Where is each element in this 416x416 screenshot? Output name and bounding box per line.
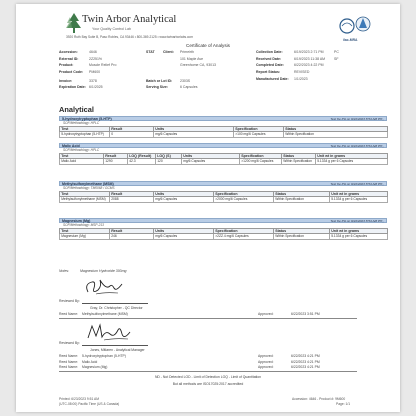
analyte-section-5htp bbox=[59, 116, 387, 138]
company-tagline: Your Quality Control Lab bbox=[92, 27, 132, 31]
info-row: Product: Muscle Relief Pro bbox=[59, 63, 117, 68]
sample-info-right bbox=[256, 49, 339, 82]
results-table bbox=[59, 228, 388, 240]
analyte-test-meta: Test Ke PU on 6/22/2023 8:54 AM PH,, bbox=[330, 218, 384, 223]
analyte-method: SOP/Methodology: MSP-213 bbox=[63, 223, 104, 228]
analyte-test-meta: Test Ke PU on 6/22/2023 8:54 AM PH,, bbox=[330, 181, 384, 186]
analyte-test-meta: Test Ke PU on 6/22/2023 8:54 AM PH,, bbox=[330, 116, 384, 121]
reviewer-2-name: Jones, Mitlaren - Analytical Manager bbox=[90, 348, 145, 352]
reviewed-by-label-1: Reviewed By: bbox=[59, 299, 80, 303]
info-row: Received Date: 6/19/2023 11:38 AM SF bbox=[256, 56, 339, 61]
printed-date: Printed: 6/23/2023 9:51 AM bbox=[59, 397, 99, 401]
client-info: STAT Client: Primeirth 101 Maple Ave Greenhome CA, 93013 Batch or Lot ID: 2303S Serving Size: 6 Capsules bbox=[146, 50, 216, 90]
signature-1-icon bbox=[82, 276, 126, 300]
divider bbox=[59, 371, 357, 372]
results-table bbox=[59, 191, 388, 203]
table-header-row: Test Result Units Specification Status bbox=[60, 126, 388, 131]
timezone: (UTC-08:00) Pacific Time (US & Canada) bbox=[59, 402, 120, 406]
table-header-row: Test Result Units Specification Status Unit wt in grams bbox=[60, 191, 388, 196]
info-row: Expiration Date: 6/1/2025 bbox=[59, 85, 103, 90]
coa-page: Twin Arbor Analytical Your Quality Control Lab 3920 Ruth Bay Suite B, Paso Robles, CA 93446 • 800-369-2125 • www.twinarborlabs.com ilac-MRA Certificate of Analysis Accession: 4646 External ID: 2Z251% Product: Muscle Relief Pro Product Code: PM600 Invoice: 3378 Expiration Date: 6/1/2025 STAT Client: Primeirth 101 Maple Ave Greenhome CA, 93013 Batch or Lot ID: 2303S Serving Size: 6 Capsules Collection Date: 6/19/2023 2:71 PM PC Received Date: 6/19/2023 11:38 AM SF Completed Date: 6/22/2023 4:22 PM Report Status: REVISED Manufactured Date: 1/1/2023 Analytical 5-hydroxytryptophan (5-HTP) Test Ke PU on 6/22/2023 8:54 AM PH,, SOP/Methodology: HPLC Test Result Units Specification Status 5-hydroxytryptophan (5-HTP) 0 mg/6 Capsules >100 mg/6 Capsules Within Specification Malic Acid Test Ke PU on 6/22/2023 8:54 AM PH,, SOP/Methodology: HPLC Test Result LOQ (Result) LOQ (S) Units Specification Status Unit wt in grams Malic Acid 1290 42.3 120 mg/6 Capsules >1200 mg/6 Capsules Within Specification 5.1334 g per 6 Capsules Methylsulfonylmethane (MSM) Test Ke PU on 6/22/2023 8:54 AM PH,, SOP/Methodology: TM0068 / GCMS Test Result Units Specification Status Unit wt in grams Methylsulfonylmethane (MSM) 2088 mg/6 Capsules >2000 mg/6 Capsules Within Specification 5.1334 g per 6 Capsules Magnesium (Mg) Test Ke PU on 6/22/2023 8:54 AM PH,, SOP/Methodology: MSP-213 Test Result Units Specification Status Unit wt in grams Magnesium (Mg) 246 mg/6 Capsules >2ZZ.4 mg/6 Capsules Within Specification 5.1334 g per 6 Capsules Notes: Magnesium Hydroxide 300mg Reviewed By: Gray, Dr. Christopher - QC Director Reed Name: Methylsulfonylmethane (MSM) Approved: 6/22/2023 3:51 PM Reviewed By: Jones, Mitlaren - Analytical Manager Reed Name: 5-hydroxytryptophan (5-HTP) Approved: 6/22/2023 4:21 PM Reed Name: Malic Acid Approved: 6/22/2023 4:21 PM Reed Name: Magnesium (Mg) Approved: 6/22/2023 4:21 PM ND - Not Detected LOD - Limit of Detection LOQ - Limit of Quantitation But all methods are ISO17025:2017 accredited Printed: 6/23/2023 9:51 AM (UTC-08:00) Pacific Time (US & Canada) Accession: 4646 - Product #: 9M600 Page: 1/1 bbox=[16, 4, 400, 412]
sample-info-left bbox=[59, 49, 116, 91]
analyte-method: SOP/Methodology: HPLC bbox=[63, 148, 100, 153]
analyte-name: 5-hydroxytryptophan (5-HTP) bbox=[62, 116, 112, 121]
table-header-row: Test Result LOQ (Result) LOQ (S) Units Specification Status Unit wt in grams bbox=[60, 153, 388, 158]
company-address: 3920 Ruth Bay Suite B, Paso Robles, CA 93446 • 800-369-2125 • www.twinarborlabs.com bbox=[66, 35, 193, 39]
table-row: Methylsulfonylmethane (MSM) 2088 mg/6 Capsules >2000 mg/6 Capsules Within Specification 5.1334 g per 6 Capsules bbox=[60, 197, 388, 203]
analyte-name: Methylsulfonylmethane (MSM) bbox=[62, 181, 114, 186]
company-name: Twin Arbor Analytical bbox=[82, 14, 177, 25]
analyte-name: Magnesium (Mg) bbox=[62, 218, 91, 223]
analyte-section-msm bbox=[59, 181, 387, 203]
signature-2-icon bbox=[84, 320, 134, 344]
info-row: Report Status: REVISED bbox=[256, 70, 310, 75]
table-row: Magnesium (Mg) 246 mg/6 Capsules >2ZZ.4 mg/6 Capsules Within Specification 5.1334 g per 6 Capsules bbox=[60, 234, 388, 240]
footer-accession: Accession: 4646 - Product #: 9M600 bbox=[292, 397, 346, 401]
reviewer-1-name: Gray, Dr. Christopher - QC Director bbox=[90, 306, 143, 310]
table-row: Malic Acid 1290 42.3 120 mg/6 Capsules >1200 mg/6 Capsules Within Specification 5.1334 g per 6 Capsules bbox=[60, 159, 388, 165]
reviewed-by-label-2: Reviewed By: bbox=[59, 341, 80, 345]
info-row: External ID: 2Z251% bbox=[59, 56, 103, 61]
table-header-row: Test Result Units Specification Status Unit wt in grams bbox=[60, 228, 388, 233]
table-row: 5-hydroxytryptophan (5-HTP) 0 mg/6 Capsules >100 mg/6 Capsules Within Specification bbox=[60, 132, 388, 138]
document-title: Certificate of Analysis bbox=[186, 43, 230, 48]
stat-label: STAT bbox=[146, 50, 155, 55]
notes: Notes: Magnesium Hydroxide 300mg bbox=[59, 269, 127, 273]
abbreviation-legend: ND - Not Detected LOD - Limit of Detection LOQ - Limit of Quantitation bbox=[154, 375, 262, 379]
page-number: Page: 1/1 bbox=[336, 402, 351, 406]
analyte-name: Malic Acid bbox=[62, 143, 80, 148]
info-row: Invoice: 3378 bbox=[59, 78, 97, 83]
analyte-section-magnesium bbox=[59, 218, 387, 240]
divider bbox=[59, 318, 357, 319]
analyte-section-malic-acid bbox=[59, 143, 387, 165]
accreditation-note: But all methods are ISO17025:2017 accredited bbox=[172, 382, 244, 386]
tree-logo-icon bbox=[66, 13, 82, 33]
results-table bbox=[59, 153, 388, 165]
info-row: Completed Date: 6/22/2023 4:22 PM bbox=[256, 63, 324, 68]
results-table bbox=[59, 126, 388, 138]
analyte-method: SOP/Methodology: TM0068 / GCMS bbox=[63, 186, 115, 191]
info-row: Accession: 4646 bbox=[59, 50, 97, 55]
info-row: Product Code: PM600 bbox=[59, 70, 101, 75]
accreditation-label: ilac-MRA bbox=[343, 38, 358, 42]
info-row: Manufactured Date: 1/1/2023 bbox=[256, 76, 308, 81]
analytical-heading: Analytical bbox=[59, 105, 94, 114]
analyte-method: SOP/Methodology: HPLC bbox=[63, 121, 100, 126]
info-row: Collection Date: 6/19/2023 2:71 PM PC bbox=[256, 50, 339, 55]
analyte-test-meta: Test Ke PU on 6/22/2023 8:54 AM PH,, bbox=[330, 143, 384, 148]
